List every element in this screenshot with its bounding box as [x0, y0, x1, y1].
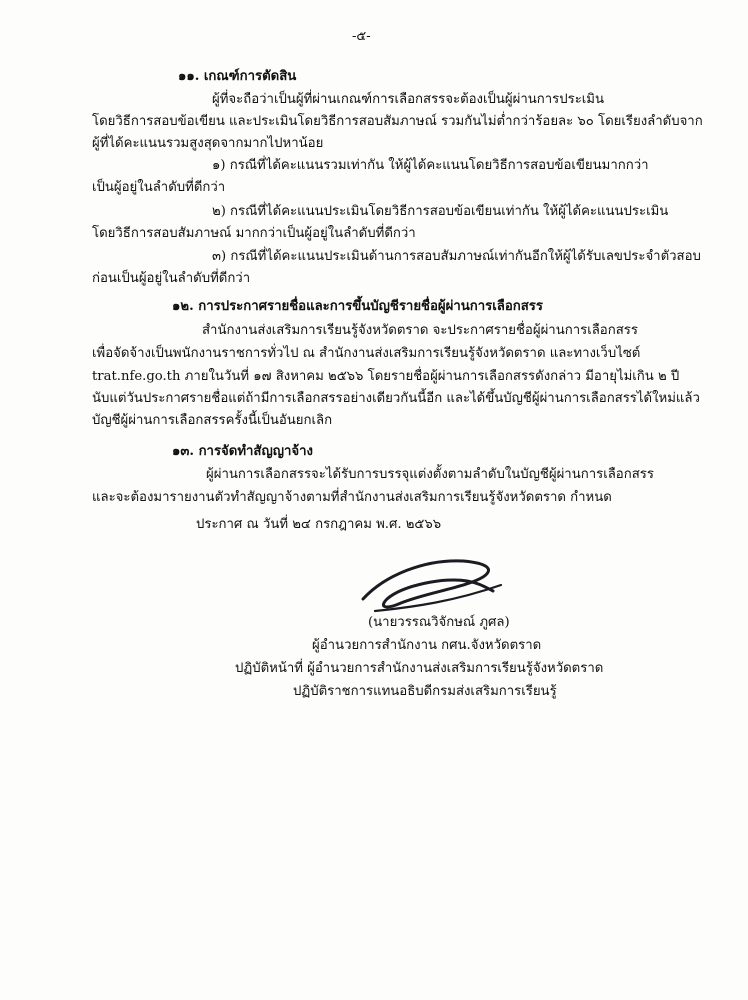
s11-criterion-2: ๒) กรณีที่ได้คะแนนประเมินโดยวิธีการสอบข้อเขียนเท่ากัน ให้ผู้ได้คะแนนประเมิน	[212, 204, 669, 219]
section-13-heading: ๑๓. การจัดทำสัญญาจ้าง	[172, 444, 313, 459]
s12-paragraph-line: บัญชีผู้ผ่านการเลือกสรรครั้งนี้เป็นอันยกเลิก	[92, 413, 333, 428]
signer-title-3: ปฏิบัติราชการแทนอธิบดีกรมส่งเสริมการเรียนรู้	[293, 684, 557, 699]
s12-paragraph-line: สำนักงานส่งเสริมการเรียนรู้จังหวัดตราด จะประกาศรายชื่อผู้ผ่านการเลือกสรร	[202, 323, 638, 338]
s13-paragraph-line: และจะต้องมารายงานตัวทำสัญญาจ้างตามที่สำนักงานส่งเสริมการเรียนรู้จังหวัดตราด กำหนด	[92, 490, 612, 505]
s11-criterion-1-cont: เป็นผู้อยู่ในลำดับที่ดีกว่า	[92, 180, 226, 195]
section-11-heading: ๑๑. เกณฑ์การตัดสิน	[178, 69, 297, 84]
signature-image	[355, 555, 505, 615]
s11-criterion-1: ๑) กรณีที่ได้คะแนนรวมเท่ากัน ให้ผู้ได้คะแนนโดยวิธีการสอบข้อเขียนมากกว่า	[212, 158, 649, 173]
s11-paragraph-line: ผู้ที่จะถือว่าเป็นผู้ที่ผ่านเกณฑ์การเลือกสรรจะต้องเป็นผู้ผ่านการประเมิน	[212, 92, 604, 107]
s12-paragraph-line: นับแต่วันประกาศรายชื่อแต่ถ้ามีการเลือกสรรอย่างเดียวกันนี้อีก และได้ขึ้นบัญชีผู้ผ่านการเลือกสรรได้ใหม่แล้ว	[92, 391, 700, 406]
signer-name: (นายวรรณวิจักษณ์ ภูศล)	[368, 615, 510, 630]
page-number: -๕-	[352, 29, 371, 44]
s12-paragraph-line: trat.nfe.go.th ภายในวันที่ ๑๗ สิงหาคม ๒๕๖๖ โดยรายชื่อผู้ผ่านการเลือกสรรดังกล่าว มีอายุไม่เกิน ๒ ปี	[92, 369, 680, 384]
s12-paragraph-line: เพื่อจัดจ้างเป็นพนักงานราชการทั่วไป ณ สำนักงานส่งเสริมการเรียนรู้จังหวัดตราด และทางเว็บไซต์	[92, 346, 641, 361]
s11-criterion-2-cont: โดยวิธีการสอบสัมภาษณ์ มากกว่าเป็นผู้อยู่ในลำดับที่ดีกว่า	[92, 226, 416, 241]
s11-criterion-3-cont: ก่อนเป็นผู้อยู่ในลำดับที่ดีกว่า	[92, 271, 251, 286]
s13-paragraph-line: ผู้ผ่านการเลือกสรรจะได้รับการบรรจุแต่งตั้งตามลำดับในบัญชีผู้ผ่านการเลือกสรร	[206, 467, 654, 482]
section-12-heading: ๑๒. การประกาศรายชื่อและการขึ้นบัญชีรายชื่อผู้ผ่านการเลือกสรร	[172, 299, 543, 314]
s11-paragraph-line: ผู้ที่ได้คะแนนรวมสูงสุดจากมากไปหาน้อย	[92, 136, 324, 151]
signer-title-2: ปฏิบัติหน้าที่ ผู้อำนวยการสำนักงานส่งเสริมการเรียนรู้จังหวัดตราด	[235, 661, 604, 676]
announcement-date: ประกาศ ณ วันที่ ๒๔ กรกฎาคม พ.ศ. ๒๕๖๖	[196, 517, 442, 532]
s11-criterion-3: ๓) กรณีที่ได้คะแนนประเมินด้านการสอบสัมภาษณ์เท่ากันอีกให้ผู้ได้รับเลขประจำตัวสอบ	[212, 249, 701, 264]
signer-title-1: ผู้อำนวยการสำนักงาน กศน.จังหวัดตราด	[312, 638, 542, 653]
s11-paragraph-line: โดยวิธีการสอบข้อเขียน และประเมินโดยวิธีการสอบสัมภาษณ์ รวมกันไม่ต่ำกว่าร้อยละ ๖๐ โดยเรียงลำดับจาก	[92, 114, 703, 129]
